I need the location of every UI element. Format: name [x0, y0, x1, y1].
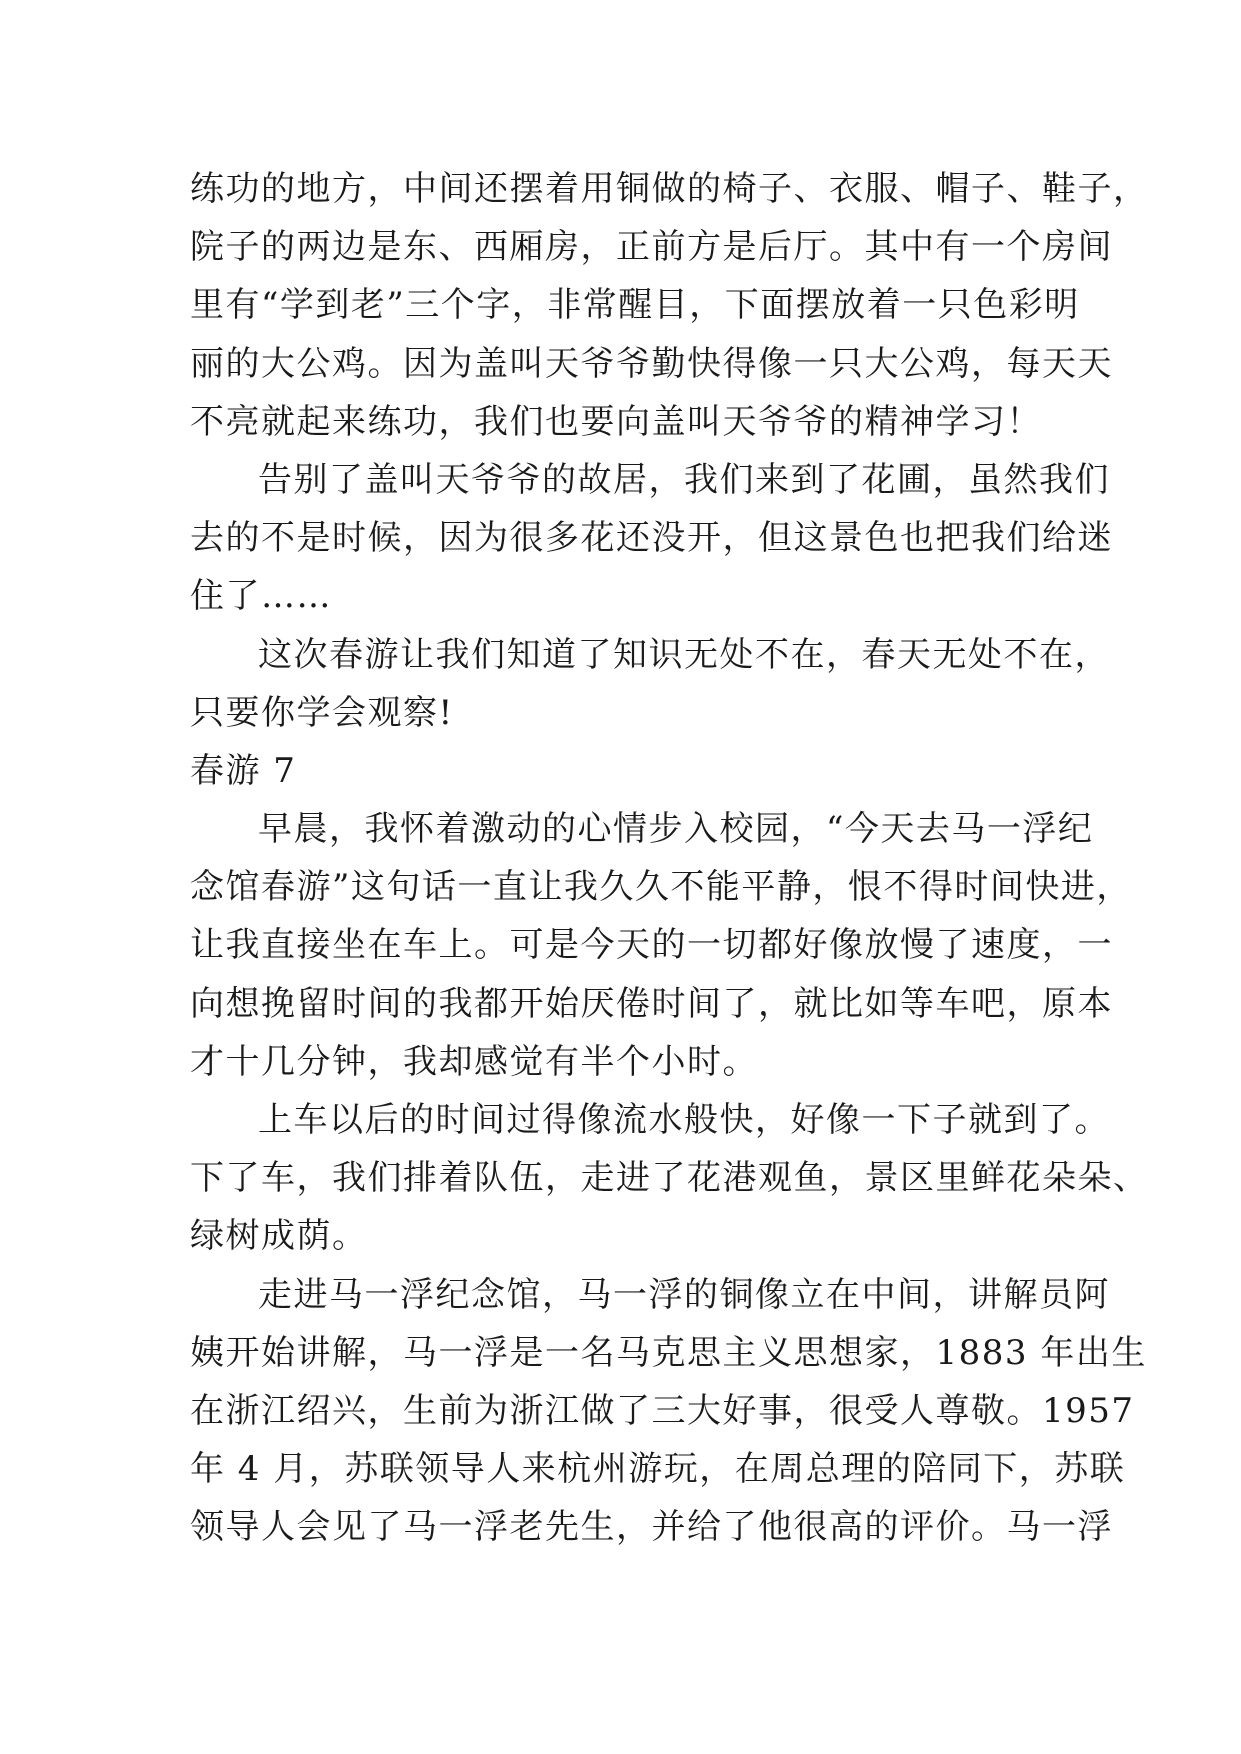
text-line: 只要你学会观察!: [190, 692, 454, 733]
text-line: 年 4 月，苏联领导人来杭州游玩，在周总理的陪同下，苏联: [190, 1449, 1126, 1490]
text-line: 院子的两边是东、西厢房，正前方是后厅。其中有一个房间: [190, 227, 1113, 268]
text-line: 下了车，我们排着队伍，走进了花港观鱼，景区里鲜花朵朵、: [190, 1158, 1149, 1199]
paragraph-start-line: 告别了盖叫天爷爷的故居，我们来到了花圃，虽然我们: [258, 459, 1110, 500]
text-line: 住了……: [190, 576, 332, 617]
section-heading: 春游 7: [190, 750, 297, 791]
text-line: 丽的大公鸡。因为盖叫天爷爷勤快得像一只大公鸡，每天天: [190, 343, 1113, 384]
text-line: 姨开始讲解，马一浮是一名马克思主义思想家，1883 年出生: [190, 1332, 1147, 1373]
text-line: 练功的地方，中间还摆着用铜做的椅子、衣服、帽子、鞋子，: [190, 169, 1149, 209]
body-text: [190, 160, 1149, 1557]
text-line: 领导人会见了马一浮老先生，并给了他很高的评价。马一浮: [190, 1507, 1113, 1548]
paragraph-start-line: 上车以后的时间过得像流水般快，好像一下子就到了。: [258, 1100, 1110, 1140]
text-line: 不亮就起来练功，我们也要向盖叫天爷爷的精神学习！: [190, 401, 1042, 442]
paragraph-start-line: 这次春游让我们知道了知识无处不在，春天无处不在，: [258, 634, 1110, 675]
text-line: 让我直接坐在车上。可是今天的一切都好像放慢了速度，一: [190, 925, 1113, 966]
text-line: 去的不是时候，因为很多花还没开，但这景色也把我们给迷: [190, 518, 1113, 559]
paragraph-start-line: 早晨，我怀着激动的心情步入校园，“今天去马一浮纪: [258, 809, 1094, 850]
text-line: 念馆春游”这句话一直让我久久不能平静，恨不得时间快进，: [190, 867, 1132, 908]
text-line: 里有“学到老”三个字，非常醒目，下面摆放着一只色彩明: [190, 285, 1080, 326]
text-line: 才十几分钟，我却感觉有半个小时。: [190, 1041, 758, 1082]
text-line: 绿树成荫。: [190, 1216, 368, 1257]
paragraph-start-line: 走进马一浮纪念馆，马一浮的铜像立在中间，讲解员阿: [258, 1274, 1110, 1315]
text-line: 向想挽留时间的我都开始厌倦时间了，就比如等车吧，原本: [190, 983, 1113, 1024]
text-line: 在浙江绍兴，生前为浙江做了三大好事，很受人尊敬。1957: [190, 1390, 1135, 1431]
